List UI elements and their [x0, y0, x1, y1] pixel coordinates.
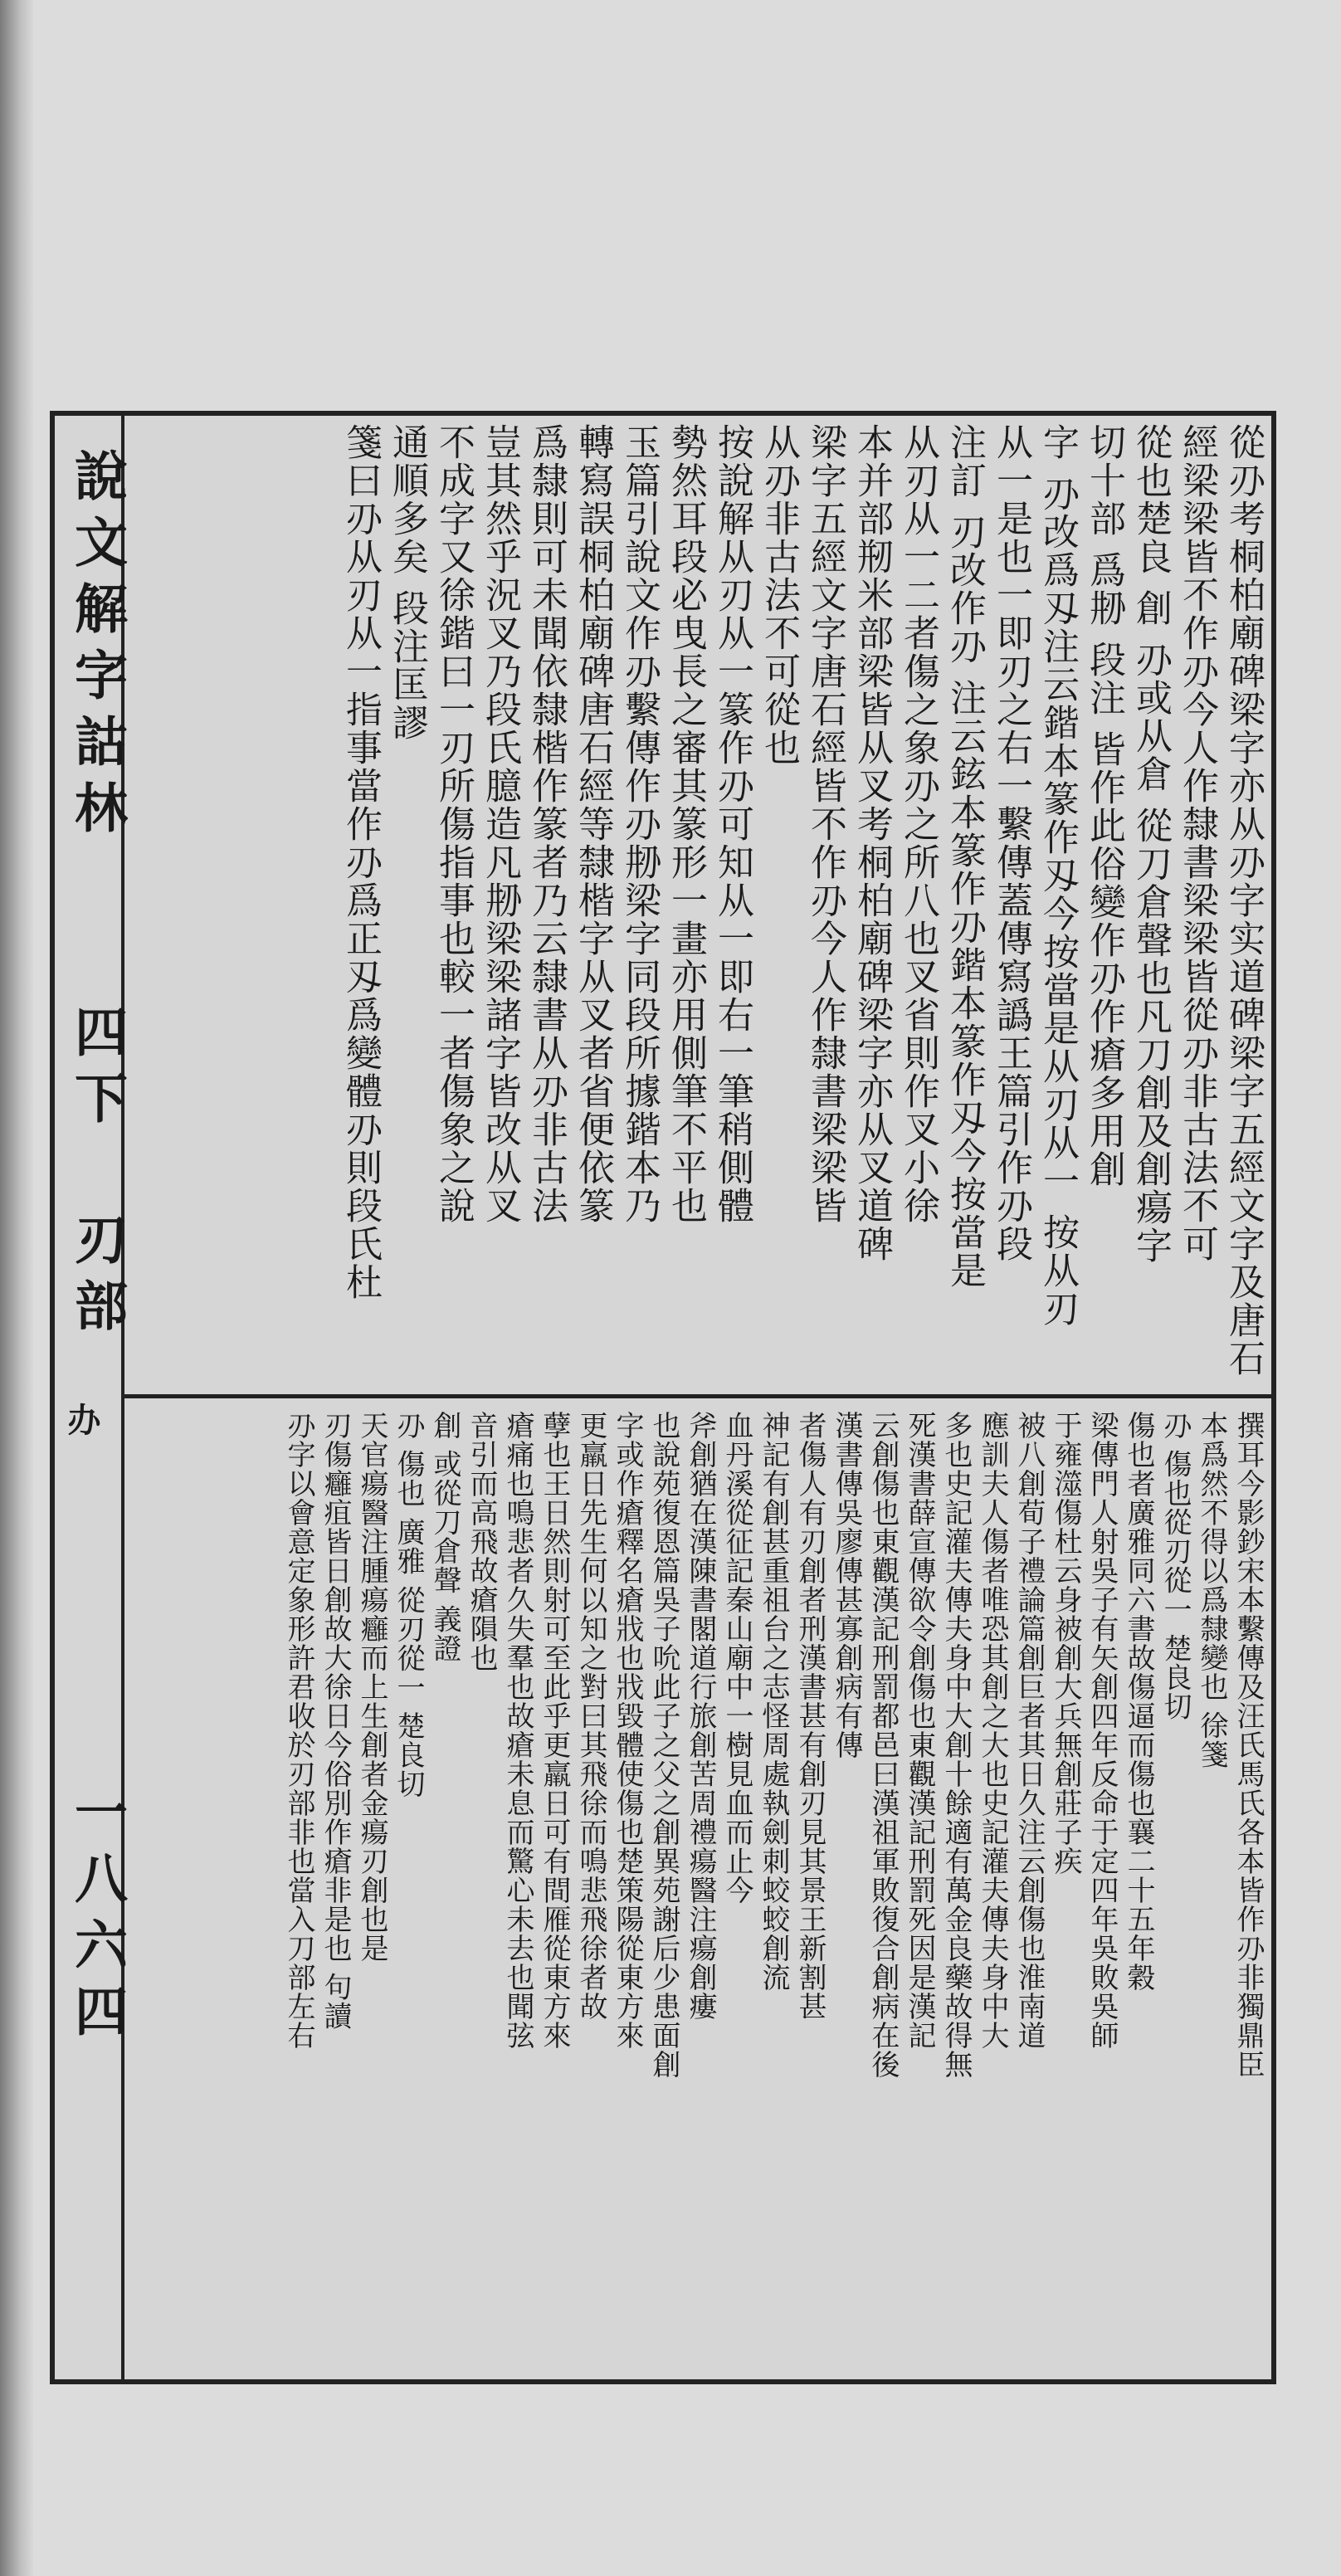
upper-col: 豈其然乎況叉乃段氏臆造凡刱梁梁諸字皆改从叉 — [479, 423, 521, 1225]
upper-col: 梁字五經文字唐石經皆不作刅今人作隸書梁梁皆 — [804, 423, 846, 1225]
upper-col: 從也楚良 創 刅或从倉 從刀倉聲也凡刀創及創瘍字 — [1129, 423, 1172, 1265]
lower-text — [121, 1411, 1266, 2365]
lower-col: 應訓夫人傷者唯恐其創之大也史記灌夫傳夫身中大 — [976, 1411, 1009, 2050]
lower-col: 者傷人有刃創者刑漢書甚有創刃見其景王新割甚 — [793, 1411, 827, 2021]
upper-col: 爲隸則可未聞依隸楷作篆者乃云隸書从刅非古法 — [525, 423, 568, 1225]
lower-col: 刅 傷也從刃從一 楚良切 — [1158, 1411, 1192, 1721]
upper-col: 切十部 爲刱 段注 皆作此俗變作刅作瘡多用創 — [1083, 423, 1125, 1188]
upper-col: 从一是也一即刃之右一繫傳蓋傳寫譌王篇引作刅段 — [990, 423, 1032, 1263]
upper-text — [121, 423, 1266, 1386]
upper-col: 經梁梁皆不作刅今人作隸書梁梁皆從刅非古法不可 — [1176, 423, 1218, 1263]
lower-col: 也說苑復恩篇吳子吮此子之父之創異苑謝后少患面創 — [647, 1411, 680, 2079]
lower-col: 血丹溪從征記秦山廟中一樹見血而止今 — [720, 1411, 753, 1905]
lower-col: 孽也王日然則射可至此乎更羸日可有間雁從東方來 — [538, 1411, 571, 2050]
lower-col: 傷也者廣雅同六書故傷逼而傷也襄二十五年穀 — [1122, 1411, 1155, 1992]
upper-col: 通順多矣 段注匡謬 — [386, 423, 428, 742]
lower-col: 死漢書薛宣傳欲令創傷也東觀漢記刑罰死因是漢記 — [903, 1411, 936, 2050]
upper-col: 从刃从一二者傷之象刅之所八也叉省則作叉小徐 — [897, 423, 939, 1225]
upper-col: 箋曰刅从刃从一指事當作刅爲正刄爲變體刅則段氏杜 — [339, 423, 382, 1301]
lower-col: 刃傷癰疽皆日創故大徐日今俗別作瘡非是也 句讀 — [319, 1411, 352, 2031]
lower-col: 瘡痛也鳴悲者久失羣也故瘡未息而驚心未去也聞弦 — [501, 1411, 534, 2050]
lower-col: 云創傷也東觀漢記刑罰都邑曰漢祖軍敗復合創病在後 — [866, 1411, 900, 2079]
lower-col: 天官瘍醫注腫瘍癰而上生創者金瘍刃創也是 — [355, 1411, 388, 1963]
upper-col: 按說解从刃从一篆作刅可知从一即右一筆稍側體 — [711, 423, 753, 1225]
lower-col: 字或作瘡釋名瘡戕也戕毀體使傷也楚策陽從東方來 — [611, 1411, 644, 2050]
upper-col: 本并部剏米部梁皆从叉考桐柏廟碑梁字亦从叉道碑 — [851, 423, 893, 1263]
lower-col: 斧創猶在漢陳書閣道行旅創苦周禮瘍醫注瘍創瘻 — [684, 1411, 717, 2021]
lower-col: 被八創荀子禮論篇創巨者其日久注云創傷也淮南道 — [1012, 1411, 1046, 2050]
lower-col: 本爲然不得以爲隸變也 徐箋 — [1195, 1411, 1228, 1769]
volume-label: 四下 — [66, 1004, 128, 1137]
book-spine — [0, 0, 33, 2576]
lower-col: 漢書傳吳廖傳甚寡創病有傳 — [830, 1411, 863, 1759]
lower-col: 刅字以會意定象形許君收於刃部非也當入刀部左右 — [282, 1411, 315, 2050]
lower-col: 更羸日先生何以知之對曰其飛徐而鳴悲飛徐者故 — [574, 1411, 607, 2021]
lower-col: 多也史記灌夫傳夫身中大創十餘適有萬金良藥故得無 — [939, 1411, 973, 2079]
lower-col: 刅 傷也 廣雅 從刃從一 楚良切 — [392, 1411, 425, 1799]
upper-col: 不成字又徐鍇曰一刃所傷指事也較一者傷象之說 — [432, 423, 475, 1225]
lower-col: 撰耳今影鈔宋本繫傳及汪氏馬氏各本皆作刅非獨鼎臣 — [1231, 1411, 1265, 2079]
lower-col: 于雍澨傷杜云身被創大兵無創莊子疾 — [1049, 1411, 1082, 1876]
upper-col: 轉寫誤桐柏廟碑唐石經等隸楷字从叉者省便依篆 — [572, 423, 614, 1225]
half-divider — [124, 1394, 1276, 1398]
upper-col: 從刅考桐柏廟碑梁字亦从刅字实道碑梁字五經文字及唐石 — [1222, 423, 1265, 1378]
upper-col: 注訂 刃改作刅 注云鉉本篆作刅鍇本篆作刄今按當是 — [944, 423, 986, 1290]
section-label: 刃部 — [66, 1212, 128, 1344]
upper-col: 玉篇引說文作刅繫傳作刅刱梁字同段所據鍇本乃 — [618, 423, 661, 1225]
book-title: 說文解字詁林 — [66, 448, 128, 846]
lower-col: 梁傳門人射吳子有矢創四年反命于定四年吳敗吳師 — [1085, 1411, 1119, 2050]
upper-col: 字 刅改爲刄注云鍇本篆作刄今按當是从刃从一 按从刃 — [1036, 423, 1079, 1328]
page-number: 一八六四 — [66, 1784, 128, 2050]
upper-col: 从刅非古法不可從也 — [758, 423, 800, 767]
lower-col: 音引而高飛故瘡隕也 — [465, 1411, 498, 1672]
char-label: 办 — [62, 1403, 101, 1449]
lower-col: 神記有創甚重祖台之志怪周處執劍刺蛟蛟創流 — [757, 1411, 790, 1992]
upper-col: 勢然耳段必曳長之審其篆形一畫亦用側筆不平也 — [665, 423, 707, 1225]
lower-col: 創 或從刀倉聲 義證 — [428, 1411, 461, 1663]
